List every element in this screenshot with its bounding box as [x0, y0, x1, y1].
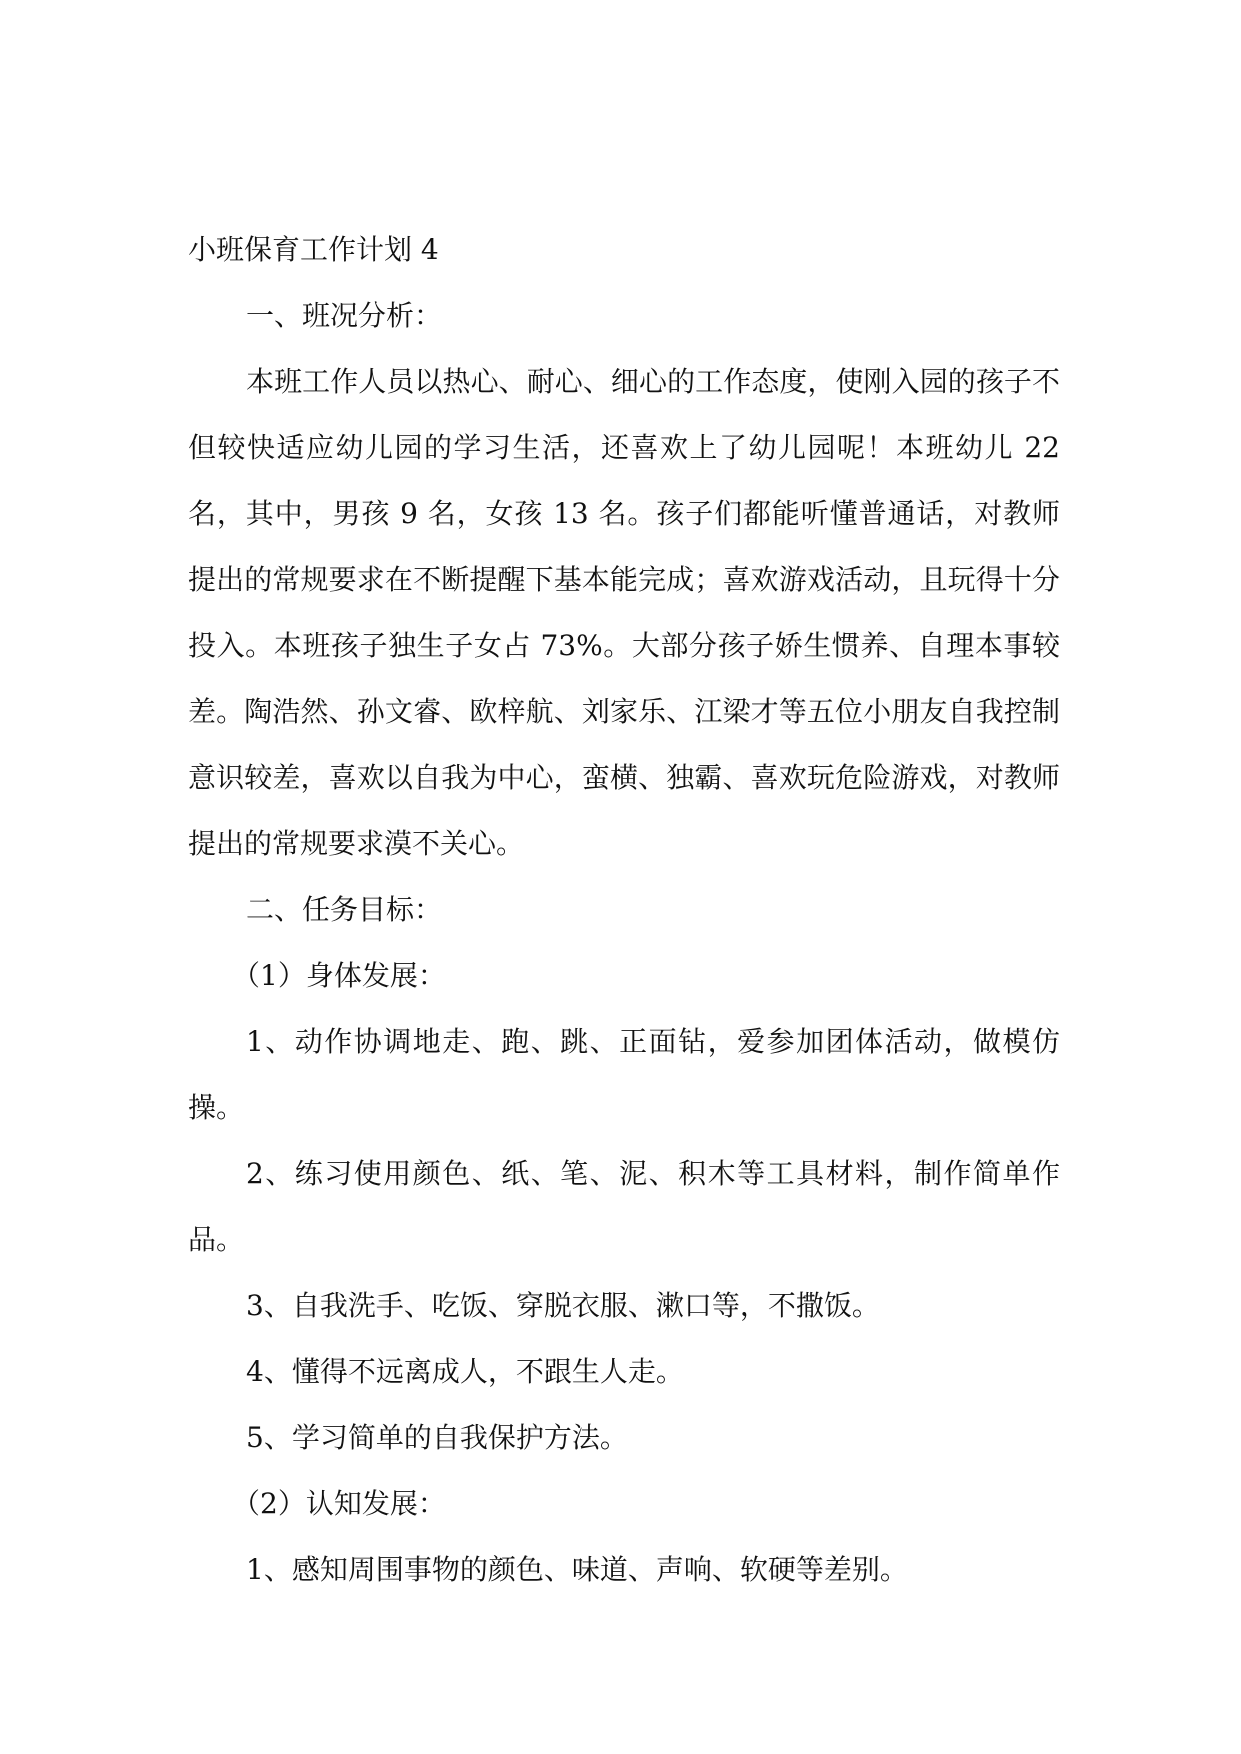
- sub1-item-1: 1、动作协调地走、跑、跳、正面钻，爱参加团体活动，做模仿操。: [188, 1025, 1060, 1124]
- document-title: 小班保育工作计划 4: [188, 233, 439, 266]
- section1-paragraph: 本班工作人员以热心、耐心、细心的工作态度，使刚入园的孩子不但较快适应幼儿园的学习生活，还喜欢上了幼儿园呢！本班幼儿 22 名，其中，男孩 9 名，女孩 13 名。孩子们都能听懂普通话，对教师提出的常规要求在不断提醒下基本能完成；喜欢游戏活动，且玩得十分投入。本班孩子独生子女占 73%。大部分孩子娇生惯养、自理本事较差。陶浩然、孙文睿、欧梓航、刘家乐、江梁才等五位小朋友自我控制意识较差，喜欢以自我为中心，蛮横、独霸、喜欢玩危险游戏，对教师提出的常规要求漠不关心。: [188, 365, 1060, 860]
- section2-heading: 二、任务目标：: [246, 893, 443, 926]
- sub1-item-2: 2、练习使用颜色、纸、笔、泥、积木等工具材料，制作简单作品。: [188, 1157, 1060, 1256]
- sub1-heading: （1）身体发展：: [232, 959, 446, 992]
- sub1-item-5: 5、学习简单的自我保护方法。: [246, 1421, 628, 1454]
- sub2-heading: （2）认知发展：: [232, 1487, 446, 1520]
- sub1-item-4: 4、懂得不远离成人，不跟生人走。: [246, 1355, 684, 1388]
- section1-heading: 一、班况分析：: [246, 299, 443, 332]
- sub2-item-1: 1、感知周围事物的颜色、味道、声响、软硬等差别。: [246, 1553, 908, 1586]
- sub1-item-3: 3、自我洗手、吃饭、穿脱衣服、漱口等，不撒饭。: [246, 1289, 880, 1322]
- document-body: [188, 217, 1060, 1603]
